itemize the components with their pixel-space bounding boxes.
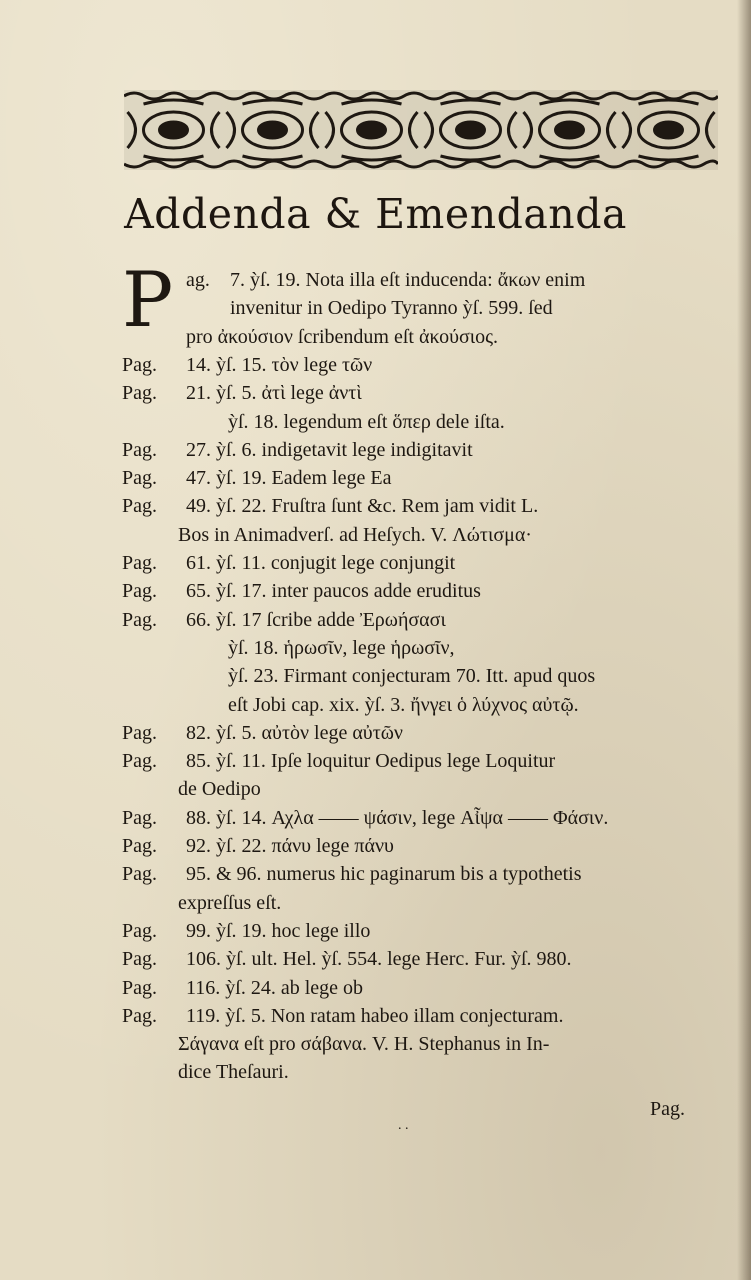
pag-label: Pag. bbox=[122, 495, 157, 518]
errata-line: 116. ỳſ. 24. ab lege ob bbox=[186, 976, 364, 999]
errata-line: Σάγανα eſt pro σάβανα. V. H. Stephanus in In- bbox=[178, 1033, 550, 1056]
errata-first-pag: ag. bbox=[186, 269, 210, 291]
pag-label: Pag. bbox=[122, 919, 157, 942]
pag-label: Pag. bbox=[122, 382, 157, 405]
errata-line: 47. ỳſ. 19. Eadem lege Ea bbox=[186, 467, 392, 490]
pag-label: Pag. bbox=[122, 835, 157, 857]
errata-line: 119. ỳſ. 5. Non ratam habeo illam conjecturam. bbox=[186, 1004, 564, 1027]
errata-line: 66. ỳſ. 17 ſcribe adde Ἐρωήσασι bbox=[186, 608, 446, 631]
pag-label: Pag. bbox=[122, 948, 157, 971]
page-title: Addenda & Emendanda bbox=[124, 190, 627, 238]
errata-line: ỳſ. 18. legendum eſt ὅπερ dele iſta. bbox=[228, 410, 505, 433]
errata-line: 49. ỳſ. 22. Fruſtra ſunt &c. Rem jam vidit L. bbox=[186, 495, 539, 518]
errata-line: 106. ỳſ. ult. Hel. ỳſ. 554. lege Herc. Fur. ỳſ. 980. bbox=[186, 948, 572, 971]
pag-label: Pag. bbox=[122, 608, 157, 631]
printer-mark: . . bbox=[398, 1118, 409, 1133]
pag-label: Pag. bbox=[122, 721, 157, 744]
errata-line: 21. ỳſ. 5. ἀτὶ lege ἀντὶ bbox=[186, 382, 362, 405]
errata-line: ỳſ. 18. ἡρωσῖν, lege ἡρωσῖν, bbox=[228, 636, 455, 659]
errata-line: eſt Jobi cap. xix. ỳſ. 3. ἤνγει ὁ λύχνος αὐτῷ. bbox=[228, 693, 579, 716]
drop-cap: P bbox=[122, 255, 174, 344]
errata-line: 85. ỳſ. 11. Ipſe loquitur Oedipus lege Loquitur bbox=[186, 750, 556, 773]
errata-line: expreſſus eſt. bbox=[178, 891, 282, 914]
errata-line: 88. ỳſ. 14. Αχλα —— ψάσιν, lege Αἶψα —— Φάσιν. bbox=[186, 806, 609, 829]
errata-line: 92. ỳſ. 22. πάνυ lege πάνυ bbox=[186, 835, 394, 857]
errata-line: Bos in Animadverſ. ad Heſych. V. Λώτισμα· bbox=[178, 523, 532, 546]
errata-line: 61. ỳſ. 11. conjugit lege conjungit bbox=[186, 552, 456, 574]
errata-line: 27. ỳſ. 6. indigetavit lege indigitavit bbox=[186, 438, 473, 461]
pag-label: Pag. bbox=[122, 580, 157, 603]
errata-line: 82. ỳſ. 5. αὐτὸν lege αὐτῶν bbox=[186, 721, 403, 744]
errata-line: pro ἀκούσιον ſcribendum eſt ἀκούσιος. bbox=[186, 325, 499, 348]
errata-line: 65. ỳſ. 17. inter paucos adde eruditus bbox=[186, 580, 481, 603]
errata-line: 7. ỳſ. 19. Nota illa eſt inducenda: ἄκων enim bbox=[230, 269, 586, 291]
catchword: Pag. bbox=[650, 1098, 685, 1120]
pag-label: Pag. bbox=[122, 353, 157, 376]
errata-line: de Oedipo bbox=[178, 778, 261, 801]
pag-label: Pag. bbox=[122, 467, 157, 490]
ornament-band-icon bbox=[124, 90, 718, 170]
errata-line: ỳſ. 23. Firmant conjecturam 70. Itt. apud quos bbox=[228, 665, 596, 688]
pag-label: Pag. bbox=[122, 976, 157, 999]
pag-label: Pag. bbox=[122, 863, 157, 886]
errata-line: 95. & 96. numerus hic paginarum bis a typothetis bbox=[186, 863, 582, 886]
errata-line: 99. ỳſ. 19. hoc lege illo bbox=[186, 919, 371, 942]
pag-label: Pag. bbox=[122, 806, 157, 829]
errata-line: 14. ỳſ. 15. τὸν lege τῶν bbox=[186, 353, 373, 376]
pag-label: Pag. bbox=[122, 750, 157, 773]
errata-line: invenitur in Oedipo Tyranno ỳſ. 599. ſed bbox=[230, 297, 553, 320]
pag-label: Pag. bbox=[122, 1004, 157, 1027]
pag-label: Pag. bbox=[122, 552, 157, 574]
pag-label: Pag. bbox=[122, 438, 157, 461]
errata-line: dice Theſauri. bbox=[178, 1061, 289, 1084]
